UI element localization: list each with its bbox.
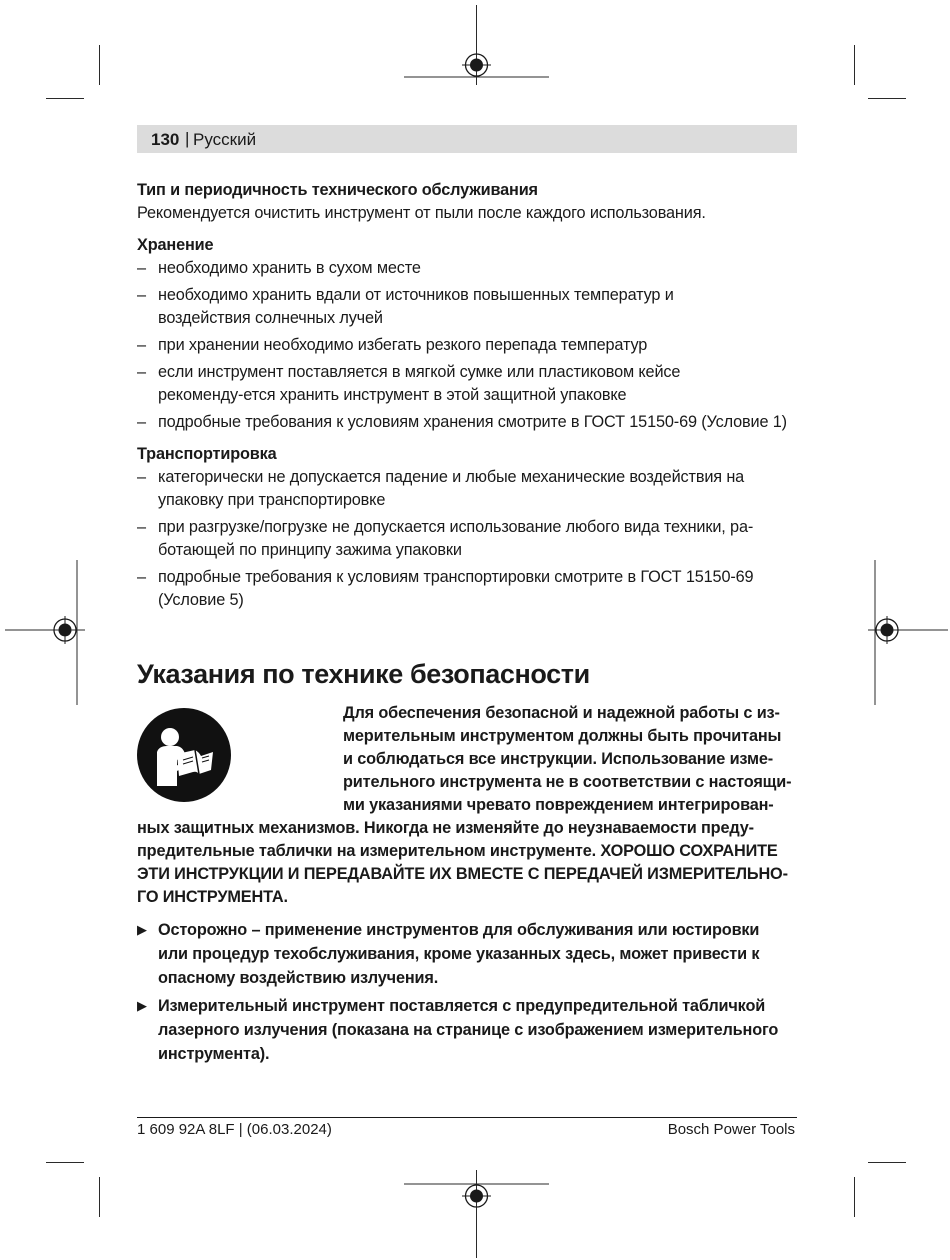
crop-mark: [868, 98, 906, 99]
main-content: [137, 179, 799, 621]
crop-mark: [46, 98, 84, 99]
list-item: – необходимо хранить вдали от источников повышенных температур и воздействия солнечных лучей: [137, 286, 674, 327]
bullet-arrow-icon: ▶: [137, 922, 147, 937]
intro-line: предительные таблички на измерительном инструменте. ХОРОШО СОХРАНИТЕ: [137, 842, 778, 860]
list-item: – категорически не допускается падение и любые механические воздействия на упаковку при транспортировке: [137, 468, 745, 509]
safety-bullet-item: ▶ Осторожно – применение инструментов для обслуживания или юстировки или процедур техобслуживания, кроме указанных здесь, может привести к опасному воздействию излучения.: [137, 918, 799, 990]
footer-divider: [137, 1117, 797, 1118]
maintenance-text: Рекомендуется очистить инструмент от пыли после каждого использования.: [137, 204, 706, 222]
footer-doc-id: 1 609 92A 8LF | (06.03.2024): [137, 1121, 332, 1138]
intro-line: ми указаниями чревато повреждением интегрирован-: [343, 796, 774, 814]
storage-heading: Хранение: [137, 236, 214, 254]
crop-mark: [868, 1162, 906, 1163]
list-item: – при разгрузке/погрузке не допускается использование любого вида техники, ра-ботающей по принципу зажима упаковки: [137, 518, 754, 559]
intro-line: мерительным инструментом должны быть прочитаны: [343, 727, 782, 745]
list-item: – подробные требования к условиям хранения смотрите в ГОСТ 15150-69 (Условие 1): [137, 413, 787, 431]
safety-bullet-item: ▶ Измерительный инструмент поставляется с предупредительной табличкой лазерного излучения (показана на странице с изображением измерительного инструмента).: [137, 994, 799, 1066]
safety-heading: Указания по технике безопасности: [137, 659, 590, 689]
bullet-arrow-icon: ▶: [137, 998, 147, 1013]
header-language: Русский: [193, 130, 257, 149]
transport-list: [137, 466, 799, 612]
list-item: – при хранении необходимо избегать резкого перепада температур: [137, 336, 648, 354]
crop-mark: [46, 1162, 84, 1163]
crop-mark: [99, 45, 100, 85]
list-item: – необходимо хранить в сухом месте: [137, 259, 421, 277]
header-separator: |: [185, 129, 190, 148]
list-item: – подробные требования к условиям транспортировки смотрите в ГОСТ 15150-69 (Условие 5): [137, 568, 754, 609]
registration-mark-bottom: [404, 1170, 549, 1258]
intro-line: и соблюдаться все инструкции. Использование изме-: [343, 750, 774, 768]
intro-line: Для обеспечения безопасной и надежной работы с из-: [343, 704, 780, 722]
intro-line: ЭТИ ИНСТРУКЦИИ И ПЕРЕДАВАЙТЕ ИХ ВМЕСТЕ С ПЕРЕДАЧЕЙ ИЗМЕРИТЕЛЬНО-: [137, 865, 788, 883]
list-item: – если инструмент поставляется в мягкой сумке или пластиковом кейсе рекоменду-ется хранить инструмент в этой защитной упаковке: [137, 363, 681, 404]
maintenance-heading: Тип и периодичность технического обслуживания: [137, 181, 538, 199]
footer-brand: Bosch Power Tools: [667, 1121, 795, 1138]
crop-mark: [854, 1177, 855, 1217]
transport-heading: Транспортировка: [137, 445, 277, 463]
safety-intro-text: [137, 702, 791, 909]
intro-line: рительного инструмента не в соответствии с настоящи-: [343, 773, 792, 791]
crop-mark: [99, 1177, 100, 1217]
storage-list: [137, 257, 799, 434]
registration-mark-left: [5, 560, 95, 705]
intro-line: ГО ИНСТРУМЕНТА.: [137, 888, 288, 906]
intro-line: ных защитных механизмов. Никогда не изменяйте до неузнаваемости преду-: [137, 819, 754, 837]
page-number: 130: [151, 130, 180, 149]
crop-mark: [854, 45, 855, 85]
registration-mark-right: [858, 560, 948, 705]
safety-bullets: [137, 918, 799, 1070]
registration-mark-top: [404, 5, 549, 90]
page-header: [137, 125, 797, 153]
